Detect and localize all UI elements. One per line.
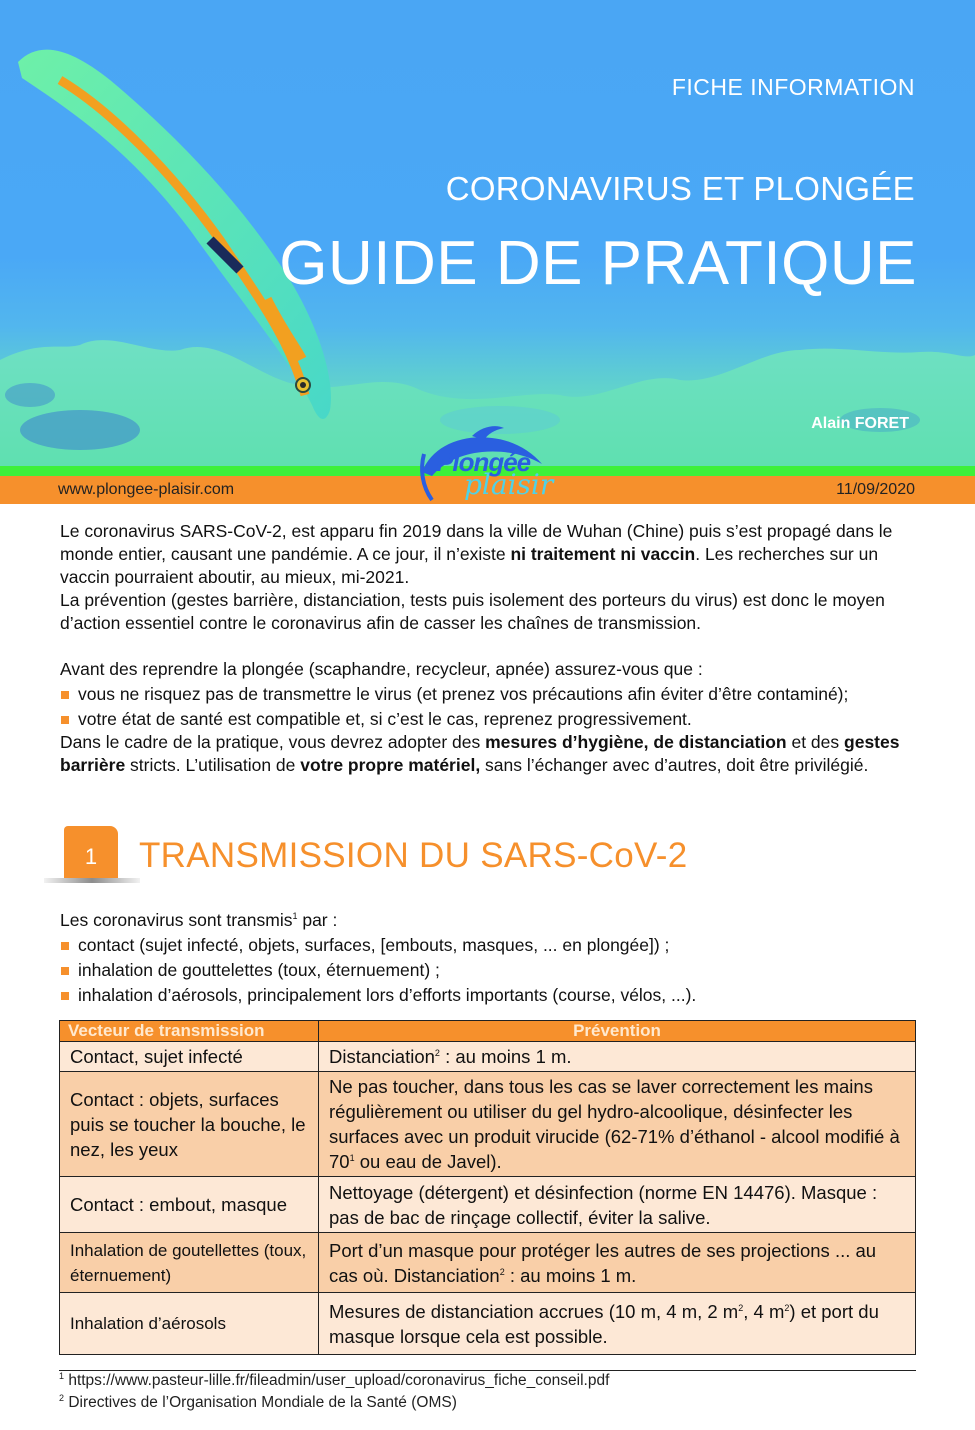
intro-paragraph-4: Dans le cadre de la pratique, vous devrez adopter des mesures d’hygiène, de distanciation et des gestes barrière stricts. L’utilisation de votre propre matériel, sans l’échanger avec d’autres, doit être privilégié. — [60, 732, 900, 775]
vector-cell: Inhalation de goutellettes (toux, éternuement) — [60, 1233, 319, 1293]
intro-paragraph-1: Le coronavirus SARS-CoV-2, est apparu fin 2019 dans la ville de Wuhan (Chine) puis s’est propagé dans le monde entier, causant une pandémie. A ce jour, il n’existe ni traitement ni vaccin. Les recherches sur un vaccin pourraient aboutir, au mieux, mi-2021. — [60, 521, 893, 587]
publication-date: 11/09/2020 — [836, 481, 915, 498]
prevention-cell: Mesures de distanciation accrues (10 m, 4 m, 2 $m^2$, 4 $m^2$) et port du masque lorsque cela est possible. — [319, 1293, 916, 1355]
prevention-cell: Nettoyage (détergent) et désinfection (norme EN 14476). Masque : pas de bac de rinçage collectif, éviter la salive. — [319, 1177, 916, 1233]
footnote-separator — [59, 1370, 916, 1371]
document-subtitle: CORONAVIRUS ET PLONGÉE — [445, 170, 915, 207]
footnote-2: $^2$ Directives de l’Organisation Mondiale de la Santé (OMS) — [59, 1392, 457, 1411]
table-row — [60, 1072, 916, 1177]
section-title: TRANSMISSION DU SARS-CoV-2 — [139, 836, 688, 875]
vector-cell: Inhalation d’aérosols — [60, 1293, 319, 1355]
logo-text-sub: plaisir — [464, 468, 554, 501]
table-row — [60, 1177, 916, 1233]
prevention-cell: Distanciation$^2$ : au moins 1 m. — [319, 1042, 916, 1072]
bullet-square-icon — [61, 967, 69, 975]
bullet-square-icon — [61, 992, 69, 1000]
document-kind: FICHE INFORMATION — [671, 74, 915, 100]
list-item: vous ne risquez pas de transmettre le virus (et prenez vos précautions afin éviter d’être contaminé); — [60, 683, 918, 706]
intro-paragraph-2: La prévention (gestes barrière, distanciation, tests puis isolement des porteurs du virus) est donc le moyen d’action essentiel contre le coronavirus afin de casser les chaînes de transmission. — [60, 590, 885, 633]
section-heading — [44, 822, 724, 884]
emphasis: ni traitement ni vaccin — [510, 544, 696, 564]
list-item: votre état de santé est compatible et, si c’est le cas, reprenez progressivement. — [60, 708, 918, 731]
bullet-square-icon — [61, 691, 69, 699]
prevention-cell: Port d’un masque pour protéger les autres de ses projections ... au cas où. Distanciation$^2$ : au moins 1 m. — [319, 1233, 916, 1293]
transmission-table — [59, 1020, 916, 1355]
vector-cell: Contact : objets, surfaces puis se toucher la bouche, le nez, les yeux — [60, 1072, 319, 1177]
cover-hero-image — [0, 0, 975, 466]
table-header-row — [60, 1021, 916, 1042]
website-link[interactable]: www.plongee-plaisir.com — [58, 481, 235, 498]
document-title: GUIDE DE PRATIQUE — [279, 229, 917, 298]
heading-shadow — [44, 878, 140, 883]
table-row — [60, 1042, 916, 1072]
footnote-1[interactable]: $^1$ https://www.pasteur-lille.fr/fileadmin/user_upload/coronavirus_fiche_conseil.pdf — [59, 1370, 610, 1389]
bullet-square-icon — [61, 716, 69, 724]
list-item: inhalation de gouttelettes (toux, éternuement) ; — [60, 958, 918, 983]
column-header-prevention: Prévention — [319, 1021, 916, 1042]
transmission-lead: Les coronavirus sont transmis$^1$ par : — [60, 910, 338, 930]
list-item: contact (sujet infecté, objets, surfaces, [embouts, masques, ... en plongée]) ; — [60, 933, 918, 958]
column-header-vector: Vecteur de transmission — [60, 1021, 319, 1042]
section-number: 1 — [64, 826, 118, 878]
table-row — [60, 1293, 916, 1355]
plongee-plaisir-logo — [412, 424, 562, 514]
footnote-ref: 1 — [292, 911, 298, 922]
table-row — [60, 1233, 916, 1293]
logo-text-main: Plongée — [436, 447, 531, 477]
author-name: Alain FORET — [811, 415, 909, 432]
vector-cell: Contact, sujet infecté — [60, 1042, 319, 1072]
transmission-list — [60, 908, 918, 1008]
prevention-cell: Ne pas toucher, dans tous les cas se laver correctement les mains régulièrement ou utiliser du gel hydro-alcoolique, désinfecter les surfaces avec un produit virucide (62-71% d’éthanol - alcool modifié à $70^1$ ou eau de Javel). — [319, 1072, 916, 1177]
intro-section — [60, 520, 918, 777]
vector-cell: Contact : embout, masque — [60, 1177, 319, 1233]
intro-paragraph-3: Avant des reprendre la plongée (scaphandre, recycleur, apnée) assurez-vous que : — [60, 659, 703, 679]
bullet-square-icon — [61, 942, 69, 950]
list-item: inhalation d’aérosols, principalement lors d’efforts importants (course, vélos, ...). — [60, 983, 918, 1008]
